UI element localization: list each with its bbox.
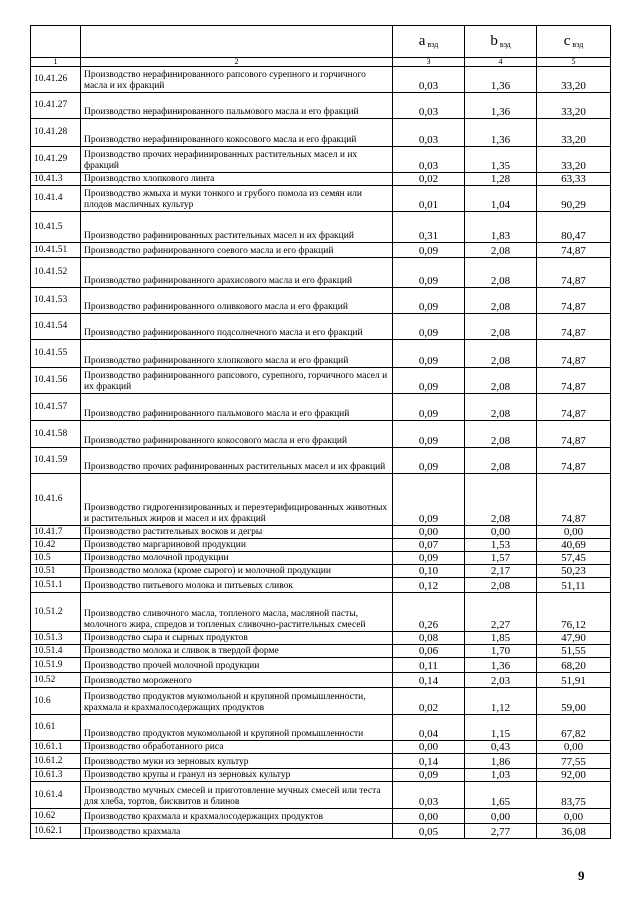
coef-a-cell: 0,03 xyxy=(393,782,465,809)
table-row xyxy=(31,809,611,824)
coef-c-cell: 47,90 xyxy=(537,632,611,645)
code-cell: 10.51.3 xyxy=(31,632,81,645)
coef-b-cell: 1,57 xyxy=(465,552,537,565)
activity-name-cell: Производство прочей молочной продукции xyxy=(81,658,393,673)
table-row xyxy=(31,769,611,782)
coef-c-cell: 92,00 xyxy=(537,769,611,782)
code-cell: 10.51 xyxy=(31,565,81,578)
activity-name-cell: Производство молочной продукции xyxy=(81,552,393,565)
table-row xyxy=(31,754,611,769)
coef-b-cell: 1,83 xyxy=(465,212,537,243)
coef-b-cell: 1,70 xyxy=(465,645,537,658)
activity-name-cell: Производство прочих нерафинированных растительных масел и их фракций xyxy=(81,147,393,173)
code-cell: 10.41.3 xyxy=(31,173,81,186)
table-row xyxy=(31,243,611,258)
coef-a-cell: 0,07 xyxy=(393,539,465,552)
coef-a-cell: 0,05 xyxy=(393,824,465,839)
table-row xyxy=(31,93,611,119)
code-cell: 10.41.53 xyxy=(31,288,81,314)
code-cell: 10.61.4 xyxy=(31,782,81,809)
coef-b-cell: 1,65 xyxy=(465,782,537,809)
coef-b-cell: 1,36 xyxy=(465,119,537,147)
coef-c-cell: 74,87 xyxy=(537,368,611,394)
coefficients-table xyxy=(30,25,611,839)
column-index-5: 5 xyxy=(537,58,611,67)
code-cell: 10.41.55 xyxy=(31,340,81,368)
table-row xyxy=(31,673,611,688)
coef-b-cell: 2,08 xyxy=(465,368,537,394)
header-col-c xyxy=(537,26,611,58)
coef-a-cell: 0,09 xyxy=(393,448,465,474)
header-col-b xyxy=(465,26,537,58)
coef-a-cell: 0,09 xyxy=(393,421,465,448)
code-cell: 10.41.54 xyxy=(31,314,81,340)
activity-name-cell: Производство мороженого xyxy=(81,673,393,688)
table-row xyxy=(31,173,611,186)
table-row xyxy=(31,394,611,421)
code-cell: 10.62.1 xyxy=(31,824,81,839)
table-row xyxy=(31,474,611,526)
activity-name-cell: Производство молока и сливок в твердой форме xyxy=(81,645,393,658)
coef-b-cell: 2,08 xyxy=(465,448,537,474)
coef-b-cell: 2,08 xyxy=(465,258,537,288)
coef-a-cell: 0,09 xyxy=(393,258,465,288)
coef-a-cell: 0,09 xyxy=(393,552,465,565)
coef-b-cell: 1,36 xyxy=(465,67,537,93)
coef-b-cell: 1,04 xyxy=(465,186,537,212)
coef-c-cell: 51,55 xyxy=(537,645,611,658)
table-row xyxy=(31,715,611,741)
header-code-cell xyxy=(31,26,81,58)
coef-c-cell: 77,55 xyxy=(537,754,611,769)
coef-a-cell: 0,10 xyxy=(393,565,465,578)
coef-c-cell: 80,47 xyxy=(537,212,611,243)
coef-a-cell: 0,12 xyxy=(393,578,465,593)
coef-b-cell: 1,85 xyxy=(465,632,537,645)
coef-a-cell: 0,14 xyxy=(393,754,465,769)
activity-name-cell: Производство прочих рафинированных растительных масел и их фракций xyxy=(81,448,393,474)
column-index-3: 3 xyxy=(393,58,465,67)
coef-c-cell: 74,87 xyxy=(537,474,611,526)
activity-name-cell: Производство гидрогенизированных и переэтерифицированных животных и растительных жиров и масел и их фракций xyxy=(81,474,393,526)
coef-a-cell: 0,31 xyxy=(393,212,465,243)
header-col-a xyxy=(393,26,465,58)
coef-b-cell: 1,03 xyxy=(465,769,537,782)
coef-a-cell: 0,09 xyxy=(393,394,465,421)
coef-a-cell: 0,03 xyxy=(393,119,465,147)
table-row xyxy=(31,552,611,565)
coef-c-cell: 0,00 xyxy=(537,741,611,754)
coef-c-cell: 67,82 xyxy=(537,715,611,741)
coef-c-cell: 74,87 xyxy=(537,258,611,288)
code-cell: 10.42 xyxy=(31,539,81,552)
activity-name-cell: Производство маргариновой продукции xyxy=(81,539,393,552)
activity-name-cell: Производство муки из зерновых культур xyxy=(81,754,393,769)
coef-c-cell: 51,91 xyxy=(537,673,611,688)
activity-name-cell: Производство рафинированного оливкового масла и его фракций xyxy=(81,288,393,314)
code-cell: 10.41.28 xyxy=(31,119,81,147)
table-row xyxy=(31,593,611,632)
code-cell: 10.51.9 xyxy=(31,658,81,673)
table-row xyxy=(31,578,611,593)
activity-name-cell: Производство нерафинированного пальмового масла и его фракций xyxy=(81,93,393,119)
activity-name-cell: Производство крахмала xyxy=(81,824,393,839)
coef-a-cell: 0,09 xyxy=(393,314,465,340)
activity-name-cell: Производство сливочного масла, топленого масла, масляной пасты, молочного жира, спредов и топленых сливочно-растительных смесей xyxy=(81,593,393,632)
coef-c-cell: 74,87 xyxy=(537,394,611,421)
table-row xyxy=(31,688,611,715)
activity-name-cell: Производство хлопкового линта xyxy=(81,173,393,186)
coef-c-cell: 57,45 xyxy=(537,552,611,565)
activity-name-cell: Производство рафинированного соевого масла и его фракций xyxy=(81,243,393,258)
coef-b-cell: 2,08 xyxy=(465,340,537,368)
table-row xyxy=(31,340,611,368)
coef-b-cell: 2,17 xyxy=(465,565,537,578)
coef-c-cell: 74,87 xyxy=(537,314,611,340)
code-cell: 10.41.52 xyxy=(31,258,81,288)
activity-name-cell: Производство рафинированного хлопкового масла и его фракций xyxy=(81,340,393,368)
code-cell: 10.41.27 xyxy=(31,93,81,119)
code-cell: 10.52 xyxy=(31,673,81,688)
coef-a-cell: 0,00 xyxy=(393,526,465,539)
coef-b-cell: 1,28 xyxy=(465,173,537,186)
table-row xyxy=(31,288,611,314)
code-cell: 10.41.51 xyxy=(31,243,81,258)
coef-a-cell: 0,02 xyxy=(393,688,465,715)
table-row xyxy=(31,258,611,288)
header-row xyxy=(31,26,611,58)
activity-name-cell: Производство крахмала и крахмалосодержащих продуктов xyxy=(81,809,393,824)
coef-a-cell: 0,09 xyxy=(393,769,465,782)
coef-b-cell: 2,08 xyxy=(465,314,537,340)
coef-b-cell: 2,08 xyxy=(465,474,537,526)
coef-b-cell: 0,43 xyxy=(465,741,537,754)
table-row xyxy=(31,67,611,93)
activity-name-cell: Производство крупы и гранул из зерновых культур xyxy=(81,769,393,782)
header-col-a-sub: вэд xyxy=(427,39,439,49)
coef-a-cell: 0,09 xyxy=(393,340,465,368)
header-col-c-letter: c xyxy=(563,32,571,49)
coef-a-cell: 0,09 xyxy=(393,288,465,314)
coef-c-cell: 33,20 xyxy=(537,119,611,147)
code-cell: 10.41.57 xyxy=(31,394,81,421)
coef-c-cell: 33,20 xyxy=(537,93,611,119)
coef-c-cell: 50,23 xyxy=(537,565,611,578)
activity-name-cell: Производство растительных восков и дегры xyxy=(81,526,393,539)
column-index-row xyxy=(31,58,611,67)
coef-c-cell: 0,00 xyxy=(537,809,611,824)
coef-c-cell: 63,33 xyxy=(537,173,611,186)
coef-a-cell: 0,09 xyxy=(393,474,465,526)
activity-name-cell: Производство рафинированного подсолнечного масла и его фракций xyxy=(81,314,393,340)
code-cell: 10.41.26 xyxy=(31,67,81,93)
code-cell: 10.41.29 xyxy=(31,147,81,173)
coef-a-cell: 0,09 xyxy=(393,368,465,394)
header-col-b-letter: b xyxy=(490,32,498,49)
coef-a-cell: 0,02 xyxy=(393,173,465,186)
table-row xyxy=(31,632,611,645)
table-body xyxy=(31,26,611,839)
code-cell: 10.41.6 xyxy=(31,474,81,526)
coef-c-cell: 33,20 xyxy=(537,67,611,93)
coef-a-cell: 0,03 xyxy=(393,93,465,119)
page-number: 9 xyxy=(578,868,585,883)
table-row xyxy=(31,645,611,658)
coef-b-cell: 2,08 xyxy=(465,421,537,448)
coef-b-cell: 2,08 xyxy=(465,578,537,593)
coef-b-cell: 1,86 xyxy=(465,754,537,769)
code-cell: 10.41.7 xyxy=(31,526,81,539)
coef-c-cell: 68,20 xyxy=(537,658,611,673)
coef-b-cell: 0,00 xyxy=(465,526,537,539)
table-row xyxy=(31,782,611,809)
coef-c-cell: 74,87 xyxy=(537,288,611,314)
coef-a-cell: 0,00 xyxy=(393,741,465,754)
code-cell: 10.51.4 xyxy=(31,645,81,658)
code-cell: 10.51.2 xyxy=(31,593,81,632)
coef-a-cell: 0,03 xyxy=(393,67,465,93)
coef-b-cell: 2,08 xyxy=(465,394,537,421)
table-row xyxy=(31,526,611,539)
table-row xyxy=(31,147,611,173)
column-index-4: 4 xyxy=(465,58,537,67)
table-row xyxy=(31,565,611,578)
header-col-b-sub: вэд xyxy=(499,39,511,49)
coef-a-cell: 0,03 xyxy=(393,147,465,173)
coef-c-cell: 59,00 xyxy=(537,688,611,715)
coef-c-cell: 74,87 xyxy=(537,448,611,474)
column-index-1: 1 xyxy=(31,58,81,67)
table-row xyxy=(31,421,611,448)
table-row xyxy=(31,741,611,754)
coef-a-cell: 0,11 xyxy=(393,658,465,673)
table-row xyxy=(31,186,611,212)
coef-a-cell: 0,14 xyxy=(393,673,465,688)
code-cell: 10.62 xyxy=(31,809,81,824)
activity-name-cell: Производство молока (кроме сырого) и молочной продукции xyxy=(81,565,393,578)
activity-name-cell: Производство нерафинированного кокосового масла и его фракций xyxy=(81,119,393,147)
coef-b-cell: 1,36 xyxy=(465,93,537,119)
coef-b-cell: 2,08 xyxy=(465,288,537,314)
code-cell: 10.6 xyxy=(31,688,81,715)
coef-a-cell: 0,04 xyxy=(393,715,465,741)
table-row xyxy=(31,119,611,147)
activity-name-cell: Производство продуктов мукомольной и крупяной промышленности, крахмала и крахмалосодержащих продуктов xyxy=(81,688,393,715)
coef-a-cell: 0,06 xyxy=(393,645,465,658)
coef-b-cell: 2,03 xyxy=(465,673,537,688)
coef-c-cell: 36,08 xyxy=(537,824,611,839)
coef-c-cell: 74,87 xyxy=(537,340,611,368)
activity-name-cell: Производство нерафинированного рапсового сурепного и горчичного масла и их фракций xyxy=(81,67,393,93)
coef-a-cell: 0,08 xyxy=(393,632,465,645)
coef-c-cell: 40,69 xyxy=(537,539,611,552)
coef-c-cell: 83,75 xyxy=(537,782,611,809)
activity-name-cell: Производство рафинированного арахисового масла и его фракций xyxy=(81,258,393,288)
coef-b-cell: 1,35 xyxy=(465,147,537,173)
header-name-cell xyxy=(81,26,393,58)
coef-b-cell: 1,53 xyxy=(465,539,537,552)
coef-a-cell: 0,00 xyxy=(393,809,465,824)
activity-name-cell: Производство продуктов мукомольной и крупяной промышленности xyxy=(81,715,393,741)
coef-b-cell: 1,12 xyxy=(465,688,537,715)
code-cell: 10.41.58 xyxy=(31,421,81,448)
table-row xyxy=(31,314,611,340)
coef-c-cell: 74,87 xyxy=(537,421,611,448)
code-cell: 10.61 xyxy=(31,715,81,741)
coef-a-cell: 0,01 xyxy=(393,186,465,212)
coef-a-cell: 0,09 xyxy=(393,243,465,258)
code-cell: 10.41.59 xyxy=(31,448,81,474)
table-row xyxy=(31,658,611,673)
code-cell: 10.51.1 xyxy=(31,578,81,593)
coef-c-cell: 33,20 xyxy=(537,147,611,173)
activity-name-cell: Производство рафинированных растительных масел и их фракций xyxy=(81,212,393,243)
activity-name-cell: Производство рафинированного кокосового масла и его фракций xyxy=(81,421,393,448)
code-cell: 10.41.56 xyxy=(31,368,81,394)
coef-c-cell: 74,87 xyxy=(537,243,611,258)
coef-b-cell: 1,15 xyxy=(465,715,537,741)
activity-name-cell: Производство сыра и сырных продуктов xyxy=(81,632,393,645)
table-row xyxy=(31,539,611,552)
activity-name-cell: Производство обработанного риса xyxy=(81,741,393,754)
activity-name-cell: Производство рафинированного рапсового, сурепного, горчичного масел и их фракций xyxy=(81,368,393,394)
coef-a-cell: 0,26 xyxy=(393,593,465,632)
table-row xyxy=(31,368,611,394)
code-cell: 10.41.4 xyxy=(31,186,81,212)
coef-c-cell: 0,00 xyxy=(537,526,611,539)
code-cell: 10.5 xyxy=(31,552,81,565)
coef-b-cell: 2,08 xyxy=(465,243,537,258)
column-index-2: 2 xyxy=(81,58,393,67)
coef-c-cell: 51,11 xyxy=(537,578,611,593)
coef-c-cell: 90,29 xyxy=(537,186,611,212)
activity-name-cell: Производство питьевого молока и питьевых сливок xyxy=(81,578,393,593)
activity-name-cell: Производство рафинированного пальмового масла и его фракций xyxy=(81,394,393,421)
coef-b-cell: 1,36 xyxy=(465,658,537,673)
code-cell: 10.61.2 xyxy=(31,754,81,769)
code-cell: 10.41.5 xyxy=(31,212,81,243)
coef-b-cell: 2,27 xyxy=(465,593,537,632)
activity-name-cell: Производство мучных смесей и приготовление мучных смесей или теста для хлеба, тортов, бисквитов и блинов xyxy=(81,782,393,809)
header-col-a-letter: a xyxy=(418,32,426,49)
table-row xyxy=(31,212,611,243)
coef-c-cell: 76,12 xyxy=(537,593,611,632)
table-row xyxy=(31,824,611,839)
activity-name-cell: Производство жмыха и муки тонкого и грубого помола из семян или плодов масличных культур xyxy=(81,186,393,212)
table-row xyxy=(31,448,611,474)
coef-b-cell: 2,77 xyxy=(465,824,537,839)
code-cell: 10.61.1 xyxy=(31,741,81,754)
coef-b-cell: 0,00 xyxy=(465,809,537,824)
header-col-c-sub: вэд xyxy=(572,39,584,49)
code-cell: 10.61.3 xyxy=(31,769,81,782)
